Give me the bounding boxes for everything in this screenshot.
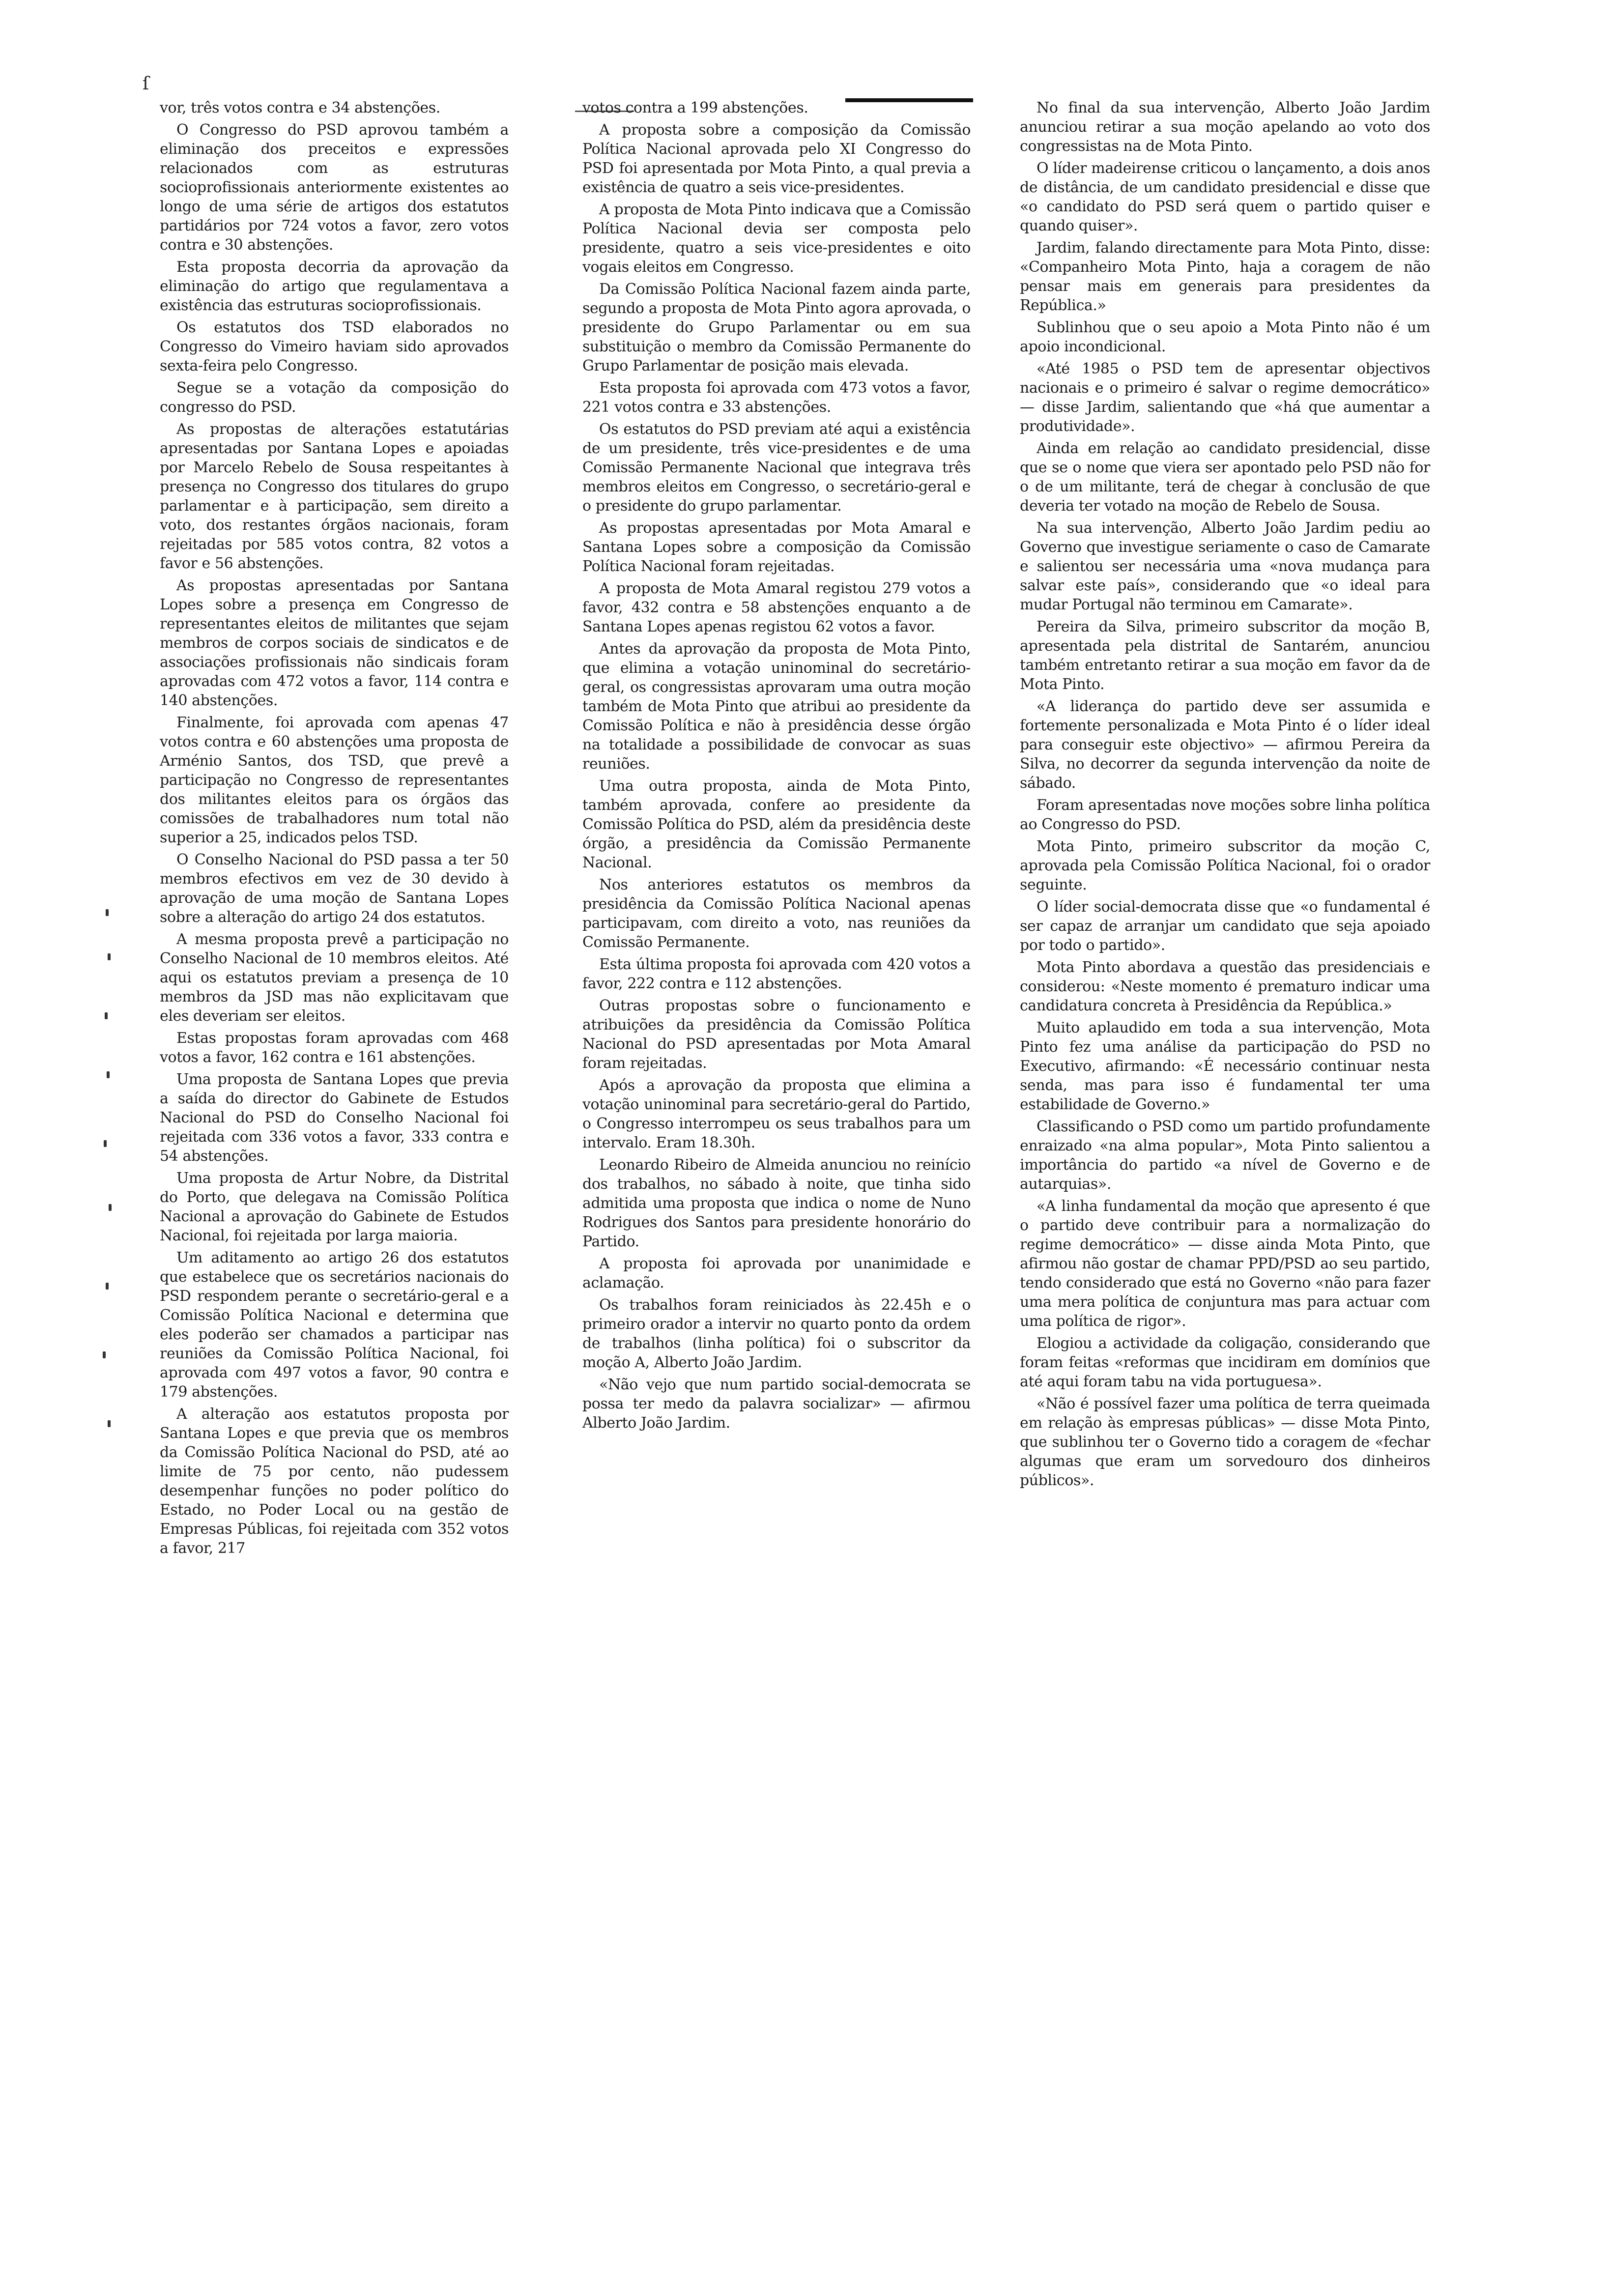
paragraph: Pereira da Silva, primeiro subscritor da moção B, apresentada pela distrital de Santarém, anunciou também entretanto retirar a sua moção em favor da de Mota Pinto.	[1020, 618, 1430, 693]
paragraph: A proposta de Mota Amaral registou 279 votos a favor, 432 contra e 58 abstenções enquanto a de Santana Lopes apenas registou 62 votos a favor.	[582, 580, 971, 635]
paragraph: vor, três votos contra e 34 abstenções.	[160, 99, 440, 116]
paragraph: Antes da aprovação da proposta de Mota Pinto, que elimina a votação uninominal do secretário-geral, os congressistas aprovaram uma outra moção também de Mota Pinto que atribui ao presidente da Comissão Política e não à presidência desse órgão na totalidade a possibilidade de convocar as suas reuniões.	[582, 640, 971, 773]
paragraph: «A liderança do partido deve ser assumida e fortemente personalizada e Mota Pinto é o líder ideal para conseguir este objectivo» — afirmou Pereira da Silva, no decorrer da segunda intervenção da noite de sábado.	[1020, 698, 1430, 792]
paragraph: Esta última proposta foi aprovada com 420 votos a favor, 222 contra e 112 abstenções.	[582, 956, 971, 992]
paragraph: Sublinhou que o seu apoio a Mota Pinto não é um apoio incondicional.	[1020, 319, 1430, 355]
paragraph: As propostas apresentadas por Santana Lopes sobre a presença em Congresso de representantes eleitos de militantes que sejam membros de corpos sociais de sindicatos e de associações profissionais não sindicais foram aprovadas com 472 votos a favor, 114 contra e 140 abstenções.	[160, 577, 509, 709]
paragraph: «Não vejo que num partido social-democrata se possa ter medo da palavra socializar» — afirmou Alberto João Jardim.	[582, 1376, 971, 1432]
paragraph: Foram apresentadas nove moções sobre linha política ao Congresso do PSD.	[1020, 797, 1430, 833]
paragraph: Os estatutos dos TSD elaborados no Congresso do Vimeiro haviam sido aprovados sexta-feira pelo Congresso.	[160, 319, 509, 374]
paragraph: Uma proposta de Santana Lopes que previa a saída do director do Gabinete de Estudos Nacional do PSD do Conselho Nacional foi rejeitada com 336 votos a favor, 333 contra e 54 abstenções.	[160, 1071, 509, 1165]
paragraph: Muito aplaudido em toda a sua intervenção, Mota Pinto fez uma análise da participação do PSD no Executivo, afirmando: «É necessário continuar nesta senda, mas para isso é fundamental ter uma estabilidade de Governo.»	[1020, 1019, 1430, 1113]
paragraph: Jardim, falando directamente para Mota Pinto, disse: «Companheiro Mota Pinto, haja a coragem de não pensar mais em generais para presidentes da República.»	[1020, 239, 1430, 314]
paragraph: Após a aprovação da proposta que elimina a votação uninominal para secretário-geral do Partido, o Congresso interrompeu os seus trabalhos para um intervalo. Eram 18.30h.	[582, 1077, 971, 1151]
paragraph: Esta proposta foi aprovada com 473 votos a favor, 221 votos contra e 33 abstenções.	[582, 379, 971, 416]
paragraph: A proposta foi aprovada por unanimidade e aclamação.	[582, 1255, 971, 1292]
paragraph: Mota Pinto abordava a questão das presidenciais e considerou: «Neste momento é prematuro indicar uma candidatura concreta à Presidência da República.»	[1020, 959, 1430, 1014]
paragraph: Uma proposta de Artur Nobre, da Distrital do Porto, que delegava na Comissão Política Nacional a aprovação do Gabinete de Estudos Nacional, foi rejeitada por larga maioria.	[160, 1170, 509, 1244]
paragraph: Na sua intervenção, Alberto João Jardim pediu ao Governo que investigue seriamente o caso de Camarate e salientou ser necessária uma «nova mudança para salvar este país», considerando que «o ideal para mudar Portugal não terminou em Camarate».	[1020, 519, 1430, 613]
paragraph: «A linha fundamental da moção que apresento é que o partido deve contribuir para a normalização do regime democrático» — disse ainda Mota Pinto, que afirmou não gostar de chamar PPD/PSD ao seu partido, tendo considerado que está no Governo «não para fazer uma mera política de conjuntura mas para actuar com uma política de rigor».	[1020, 1198, 1430, 1330]
paragraph: O líder madeirense criticou o lançamento, a dois anos de distância, de um candidato presidencial e disse que «o candidato do PSD será quem o partido quiser e quando quiser».	[1020, 160, 1430, 234]
paragraph: Leonardo Ribeiro de Almeida anunciou no reinício dos trabalhos, no sábado à noite, que tinha sido admitida uma proposta que indica o nome de Nuno Rodrigues dos Santos para presidente honorário do Partido.	[582, 1156, 971, 1250]
paragraph: Outras propostas sobre o funcionamento e atribuições da presidência da Comissão Política Nacional do PSD apresentadas por Mota Amaral foram rejeitadas.	[582, 997, 971, 1072]
paragraph: Ainda em relação ao candidato presidencial, disse que se o nome que viera ser apontado pelo PSD não for o de um militante, terá de chegar à conclusão de que deveria ter votado na moção de Rebelo de Sousa.	[1020, 440, 1430, 515]
paragraph: Uma outra proposta, ainda de Mota Pinto, também aprovada, confere ao presidente da Comissão Política do PSD, além da presidência deste órgão, a presidência da Comissão Permanente Nacional.	[582, 777, 971, 871]
paragraph: O líder social-democrata disse que «o fundamental é ser capaz de arranjar um candidato que seja apoiado por todo o partido».	[1020, 898, 1430, 954]
paragraph: No final da sua intervenção, Alberto João Jardim anunciou retirar a sua moção apelando ao voto dos congressistas na de Mota Pinto.	[1020, 99, 1430, 155]
article-column-2	[582, 98, 971, 1435]
paragraph: As propostas apresentadas por Mota Amaral e Santana Lopes sobre a composição da Comissão Política Nacional foram rejeitadas.	[582, 519, 971, 575]
paragraph: Segue se a votação da composição do congresso do PSD.	[160, 379, 509, 416]
paragraph: Mota Pinto, primeiro subscritor da moção C, aprovada pela Comissão Política Nacional, foi o orador seguinte.	[1020, 838, 1430, 893]
paragraph: Nos anteriores estatutos os membros da presidência da Comissão Política Nacional apenas participavam, com direito a voto, nas reuniões da Comissão Permanente.	[582, 876, 971, 951]
paragraph: A proposta sobre a composição da Comissão Política Nacional aprovada pelo XI Congresso do PSD foi apresentada por Mota Pinto, a qual previa a existência de quatro a seis vice-presidentes.	[582, 121, 971, 196]
paragraph: «Até 1985 o PSD tem de apresentar objectivos nacionais e o primeiro é salvar o regime democrático» — disse Jardim, salientando que «há que aumentar a produtividade».	[1020, 360, 1430, 435]
paragraph: Estas propostas foram aprovadas com 468 votos a favor, 162 contra e 161 abstenções.	[160, 1030, 509, 1066]
margin-marks	[101, 909, 120, 1450]
article-column-1	[160, 98, 509, 1561]
paragraph: A alteração aos estatutos proposta por Santana Lopes e que previa que os membros da Comissão Política Nacional do PSD, até ao limite de 75 por cento, não pudessem desempenhar funções no poder político do Estado, no Poder Local ou na gestão de Empresas Públicas, foi rejeitada com 352 votos a favor, 217	[160, 1406, 509, 1557]
margin-mark: ſ	[143, 74, 149, 94]
paragraph: Classificando o PSD como um partido profundamente enraizado «na alma popular», Mota Pinto salientou a importância do partido «a nível de Governo e de autarquias».	[1020, 1118, 1430, 1193]
paragraph: votos contra a 199 abstenções.	[582, 99, 808, 116]
paragraph: A proposta de Mota Pinto indicava que a Comissão Política Nacional devia ser composta pelo presidente, quatro a seis vice-presidentes e oito vogais eleitos em Congresso.	[582, 201, 971, 276]
paragraph: As propostas de alterações estatutárias apresentadas por Santana Lopes e apoiadas por Marcelo Rebelo de Sousa respeitantes à presença no Congresso dos titulares do grupo parlamentar e à participação, sem direito a voto, dos restantes órgãos nacionais, foram rejeitadas por 585 votos contra, 82 votos a favor e 56 abstenções.	[160, 421, 509, 572]
paragraph: O Congresso do PSD aprovou também a eliminação dos preceitos e expressões relacionados com as estruturas socioprofissionais anteriormente existentes ao longo de uma série de artigos dos estatutos partidários por 724 votos a favor, zero votos contra e 30 abstenções.	[160, 121, 509, 254]
paragraph: Os trabalhos foram reiniciados às 22.45h e o primeiro orador a intervir no quarto ponto da ordem de trabalhos (linha política) foi o subscritor da moção A, Alberto João Jardim.	[582, 1296, 971, 1371]
paragraph: Um aditamento ao artigo 26 dos estatutos que estabelece que os secretários nacionais do PSD respondem perante o secretário-geral e a Comissão Política Nacional e determina que eles poderão ser chamados a participar nas reuniões da Comissão Política Nacional, foi aprovada com 497 votos a favor, 90 contra e 179 abstenções.	[160, 1249, 509, 1401]
article-column-3	[1020, 98, 1430, 1493]
paragraph: Finalmente, foi aprovada com apenas 47 votos contra e 60 abstenções uma proposta de Arménio Santos, dos TSD, que prevê a participação no Congresso de representantes dos militantes eleitos para os órgãos das comissões de trabalhadores num total não superior a 25, indicados pelos TSD.	[160, 714, 509, 846]
paragraph: A mesma proposta prevê a participação no Conselho Nacional de 10 membros eleitos. Até aqui os estatutos previam a presença de 10 membros da JSD mas não explicitavam que eles deveriam ser eleitos.	[160, 931, 509, 1025]
paragraph: Esta proposta decorria da aprovação da eliminação do artigo que regulamentava a existência das estruturas socioprofissionais.	[160, 258, 509, 314]
paragraph: Elogiou a actividade da coligação, considerando que foram feitas «reformas que incidiram em domínios que até aqui foram tabu na vida portuguesa».	[1020, 1335, 1430, 1390]
paragraph: «Não é possível fazer uma política de terra queimada em relação às empresas públicas» — disse Mota Pinto, que sublinhou ter o Governo tido a coragem de «fechar algumas que eram um sorvedouro dos dinheiros públicos».	[1020, 1395, 1430, 1489]
paragraph: Da Comissão Política Nacional fazem ainda parte, segundo a proposta de Mota Pinto agora aprovada, o presidente do Grupo Parlamentar ou em sua substituição o membro da Comissão Permanente do Grupo Parlamentar de posição mais elevada.	[582, 281, 971, 374]
paragraph: O Conselho Nacional do PSD passa a ter 50 membros efectivos em vez de 30 devido à aprovação de uma moção de Santana Lopes sobre a alteração do artigo 24 dos estatutos.	[160, 851, 509, 926]
paragraph: Os estatutos do PSD previam até aqui a existência de um presidente, três vice-presidentes e de uma Comissão Permanente Nacional que integrava três membros eleitos em Congresso, o secretário-geral e o presidente do grupo parlamentar.	[582, 421, 971, 515]
